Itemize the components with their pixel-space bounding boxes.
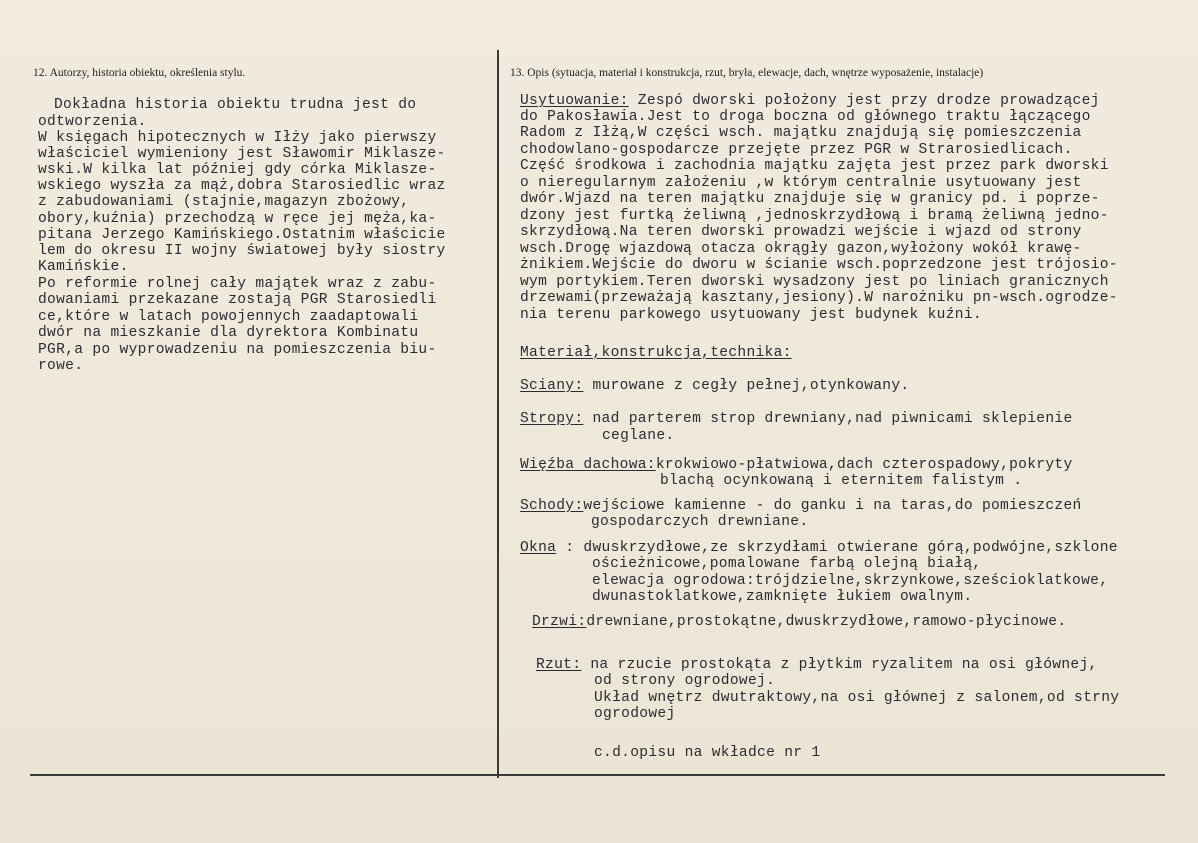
history-line: z zabudowaniami (stajnie,magazyn zbożowy,: [38, 194, 410, 210]
drzwi-text: drewniane,prostokątne,dwuskrzydłowe,ramowo-płycinowe.: [586, 614, 1067, 630]
usytuowanie-line: żnikiem.Wejście do dworu w ścianie wsch.poprzedzone jest trójosio-: [520, 257, 1118, 273]
column-divider: [497, 50, 499, 778]
rzut-text: na rzucie prostokąta z płytkim ryzalitem na osi głównej,: [581, 657, 1098, 673]
usytuowanie-line: Radom z Iłżą,W części wsch. majątku znajdują się pomieszczenia: [520, 125, 1082, 141]
schody-text: wejściowe kamienne - do ganku i na taras,do pomieszczeń: [583, 498, 1082, 514]
history-line: wskiego wyszła za mąż,dobra Starosiedlic wraz: [38, 178, 446, 194]
history-line: Dokładna historia obiektu trudna jest do: [54, 97, 417, 113]
material-heading: Materiał,konstrukcja,technika:: [520, 345, 792, 361]
usytuowanie-line: o nieregularnym założeniu ,w którym centralnie usytuowany jest: [520, 175, 1082, 191]
history-line: wski.W kilka lat później gdy córka Miklasze-: [38, 162, 437, 178]
okna-label: Okna: [520, 540, 557, 556]
usytuowanie-line: chodowlano-gospodarcze przejęte przez PGR w Strarosiedlicach.: [520, 142, 1073, 158]
history-line: Kamińskie.: [38, 259, 129, 275]
history-line: pitana Jerzego Kamińskiego.Ostatnim właścicie: [38, 227, 446, 243]
history-line: rowe.: [38, 358, 84, 374]
wiezba-label: Więźba dachowa:: [520, 457, 656, 473]
usytuowanie-line: dwór.Wjazd na teren majątku znajduje się w granicy pd. i poprze-: [520, 191, 1100, 207]
usytuowanie-line: do Pakosławia.Jest to droga boczna od głównego traktu łączącego: [520, 109, 1091, 125]
usytuowanie-label: Usytuowanie:: [520, 93, 629, 109]
drzwi-line: [532, 614, 1066, 631]
history-line: obory,kuźnia) przechodzą w ręce jej męża,ka-: [38, 211, 437, 227]
usytuowanie-line: wsch.Drogę wjazdową otacza okrągły gazon,wyłożony wokół krawę-: [520, 241, 1082, 257]
rzut-line: [536, 657, 1098, 674]
rzut-cont: ogrodowej: [594, 706, 676, 722]
history-line: Po reformie rolnej cały majątek wraz z zabu-: [38, 276, 437, 292]
stropy-text: nad parterem strop drewniany,nad piwnicami sklepienie: [583, 411, 1073, 427]
bottom-rule: [30, 774, 1165, 776]
usytuowanie-line: wym portykiem.Teren dworski wysadzony jest po liniach granicznych: [520, 274, 1109, 290]
continuation-note: c.d.opisu na wkładce nr 1: [594, 745, 821, 761]
stropy-line: [520, 411, 1073, 428]
rzut-cont: od strony ogrodowej.: [594, 673, 776, 689]
wiezba-cont: blachą ocynkowaną i eternitem falistym .: [660, 473, 1023, 489]
usytuowanie-line: dzony jest furtką żeliwną ,jednoskrzydłową i bramą żeliwną jedno-: [520, 208, 1109, 224]
sciany-line: [520, 378, 909, 395]
rzut-label: Rzut:: [536, 657, 582, 673]
stropy-cont: ceglane.: [602, 428, 675, 444]
schody-label: Schody:: [520, 498, 584, 514]
schody-cont: gospodarczych drewniane.: [591, 514, 809, 530]
history-line: lem do okresu II wojny światowej były siostry: [38, 243, 446, 259]
sciany-text: murowane z cegły pełnej,otynkowany.: [583, 378, 910, 394]
section-12-header: 12. Autorzy, historia obiektu, określenia stylu.: [33, 67, 246, 79]
rzut-cont: Układ wnętrz dwutraktowy,na osi głównej z salonem,od strny: [594, 690, 1120, 706]
usytuowanie-line: skrzydłową.Na teren dworski prowadzi wejście i wjazd od strony: [520, 224, 1082, 240]
stropy-label: Stropy:: [520, 411, 584, 427]
history-line: dwór na mieszkanie dla dyrektora Kombinatu: [38, 325, 419, 341]
history-line: dowaniami przekazane zostają PGR Starosiedli: [38, 292, 437, 308]
okna-cont: ościeżnicowe,pomalowane farbą olejną białą,: [592, 556, 982, 572]
usytuowanie-line: [520, 93, 1100, 110]
sciany-label: Sciany:: [520, 378, 584, 394]
schody-line: [520, 498, 1082, 515]
history-line: właściciel wymieniony jest Sławomir Miklasze-: [38, 146, 446, 162]
section-13-header: 13. Opis (sytuacja, materiał i konstrukcja, rzut, bryła, elewacje, dach, wnętrze wyposażenie, instalacje): [510, 67, 984, 79]
wiezba-line: [520, 457, 1073, 474]
drzwi-label: Drzwi:: [532, 614, 587, 630]
history-line: odtworzenia.: [38, 114, 147, 130]
history-line: W księgach hipotecznych w Iłży jako pierwszy: [38, 130, 437, 146]
okna-line: [520, 540, 1118, 557]
wiezba-text: krokwiowo-płatwiowa,dach czterospadowy,pokryty: [655, 457, 1073, 473]
usytuowanie-line: drzewami(przeważają kasztany,jesiony).W narożniku pn-wsch.ogrodze-: [520, 290, 1118, 306]
okna-text: : dwuskrzydłowe,ze skrzydłami otwierane górą,podwójne,szklone: [556, 540, 1118, 556]
usytuowanie-line: nia terenu parkowego usytuowany jest budynek kuźni.: [520, 307, 982, 323]
usytuowanie-text: Zespó dworski położony jest przy drodze prowadzącej: [628, 93, 1100, 109]
okna-cont: elewacja ogrodowa:trójdzielne,skrzynkowe,sześcioklatkowe,: [592, 573, 1109, 589]
usytuowanie-line: Część środkowa i zachodnia majątku zajęta jest przez park dworski: [520, 158, 1109, 174]
okna-cont: dwunastoklatkowe,zamknięte łukiem owalnym.: [592, 589, 973, 605]
history-line: PGR,a po wyprowadzeniu na pomieszczenia biu-: [38, 342, 437, 358]
history-line: ce,które w latach powojennych zaadaptowali: [38, 309, 419, 325]
